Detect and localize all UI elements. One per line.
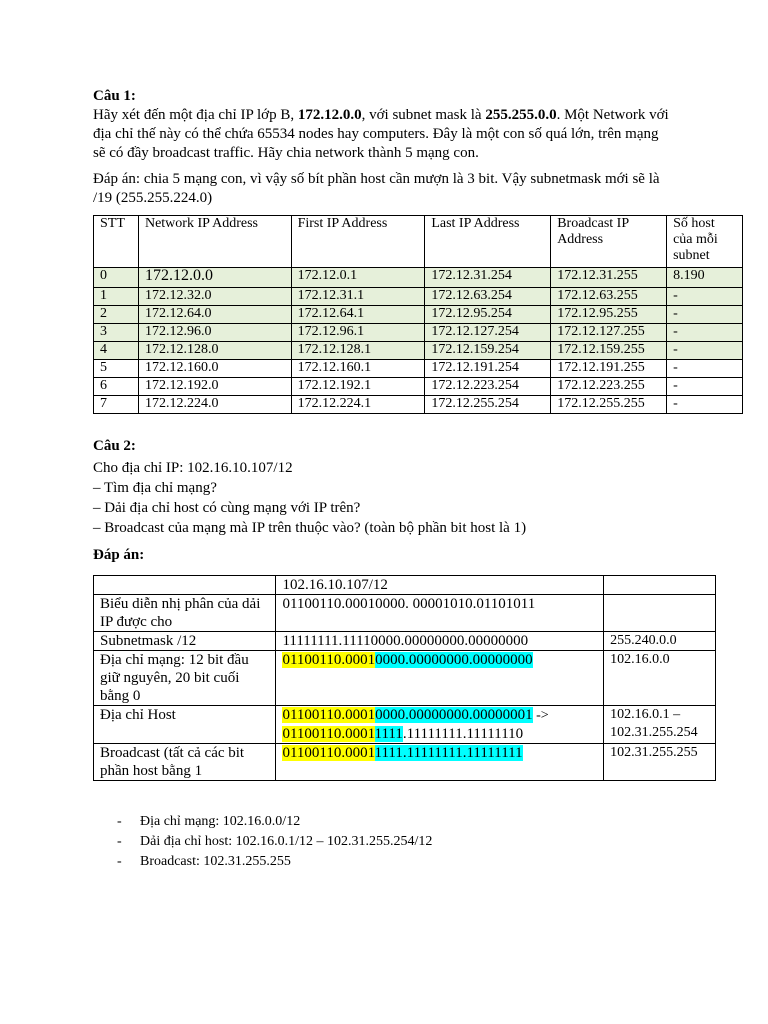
table-cell: 172.12.191.254 [425,360,551,378]
header-cell: Số host của mỗi subnet [667,216,743,268]
list-item [117,812,432,832]
table-cell: 102.31.255.255 [604,744,716,781]
table-cell: 172.12.224.0 [138,396,291,414]
table-row [94,306,743,324]
table-cell: 172.12.191.255 [551,360,667,378]
host-bits-highlight: .11111111.11111111 [402,745,523,761]
host-bits-highlight: 1111 [374,726,403,742]
table-cell: 01100110.00010000. 00001010.01101011 [276,595,604,632]
table-cell: - [667,324,743,342]
host-range-end: 102.31.255.254 [610,725,698,740]
table-row [94,324,743,342]
table-cell: 172.12.31.1 [291,288,425,306]
table-cell: 172.12.192.0 [138,378,291,396]
host-bits-highlight: 1111 [374,745,403,761]
table-cell: 1 [94,288,139,306]
table-cell: - [667,360,743,378]
table-cell: 0 [94,268,139,288]
table-cell: 172.12.159.254 [425,342,551,360]
table-cell: Địa chỉ Host [94,706,276,744]
table-cell: 102.16.10.107/12 [276,576,604,595]
table-cell: - [667,378,743,396]
table-cell [276,706,604,744]
table-row [94,744,716,781]
table-cell: 172.12.128.1 [291,342,425,360]
list-item [117,832,432,852]
table-cell: 172.12.32.0 [138,288,291,306]
table-row [94,396,743,414]
table-cell: Broadcast (tất cả các bit phần host bằng 1 [94,744,276,781]
question-2-prompt [93,458,673,538]
table-cell: 172.12.63.254 [425,288,551,306]
intro-part: . Một Network với địa chỉ thế này có thể chứa 65534 nodes hay computers. Đây là một con số quá lớn, trên mạng sẽ có đầy broadcast traffic. Hãy chia network thành 5 mạng con. [93,107,669,161]
table-cell [604,595,716,632]
arrow-text: -> [532,708,549,723]
list-item-text: Broadcast: 102.31.255.255 [140,854,291,869]
table-cell: 172.12.255.255 [551,396,667,414]
network-bits-highlight: 01100110.0001 [282,652,376,668]
question-2-title: Câu 2: [93,438,136,454]
table-cell: 172.12.127.254 [425,324,551,342]
host-bits-highlight: 0000.00000000.00000001 [375,707,533,723]
table-cell [276,744,604,781]
network-bits-highlight: 01100110.0001 [282,707,376,723]
table-cell: 172.12.255.254 [425,396,551,414]
intro-part: , với subnet mask là [361,107,486,123]
prompt-line: – Tìm địa chỉ mạng? [93,480,217,496]
prompt-line: Cho địa chỉ IP: 102.16.10.107/12 [93,460,293,476]
table-cell: Subnetmask /12 [94,632,276,651]
table-cell [94,576,276,595]
table-cell: 172.12.64.0 [138,306,291,324]
table-cell: 172.12.128.0 [138,342,291,360]
prompt-line: – Broadcast của mạng mà IP trên thuộc vào? (toàn bộ phần bit host là 1) [93,520,527,536]
question-1-answer: Đáp án: chia 5 mạng con, vì vậy số bít phần host cần mượn là 3 bit. Vậy subnetmask mới sẽ là /19 (255.255.224.0) [93,171,660,206]
summary-list [117,812,432,872]
bullet-marker: - [117,814,122,829]
table-cell: 172.12.96.0 [138,324,291,342]
header-cell: First IP Address [291,216,425,268]
header-cell: Last IP Address [425,216,551,268]
table-cell: 172.12.95.254 [425,306,551,324]
table-cell: 172.12.64.1 [291,306,425,324]
table-cell: 172.12.223.254 [425,378,551,396]
table-row [94,651,716,706]
table-cell: 4 [94,342,139,360]
header-cell: Network IP Address [138,216,291,268]
table-cell: 7 [94,396,139,414]
table-cell: 172.12.95.255 [551,306,667,324]
table-cell: - [667,342,743,360]
bullet-marker: - [117,834,122,849]
table-cell: 11111111.11110000.00000000.00000000 [276,632,604,651]
table-cell: 172.12.31.254 [425,268,551,288]
subnet-table [93,215,743,414]
list-item-text: Địa chỉ mạng: 102.16.0.0/12 [140,814,301,829]
table-cell: 172.12.63.255 [551,288,667,306]
network-bits-highlight: 01100110.0001 [282,726,375,742]
table-cell: 172.12.224.1 [291,396,425,414]
table-row [94,576,716,595]
table-row [94,342,743,360]
table-cell: 172.12.223.255 [551,378,667,396]
table-row [94,595,716,632]
table-cell: 3 [94,324,139,342]
table-cell: - [667,306,743,324]
question-1-title: Câu 1: [93,88,136,104]
table-row [94,706,716,744]
subnet-table-header [94,216,743,268]
table-cell [276,651,604,706]
table-cell: 5 [94,360,139,378]
table-row [94,360,743,378]
table-cell: 2 [94,306,139,324]
bullet-marker: - [117,854,122,869]
table-cell: - [667,288,743,306]
table-row [94,288,743,306]
table-row [94,268,743,288]
table-cell: 102.16.0.0 [604,651,716,706]
header-cell: Broadcast IP Address [551,216,667,268]
list-item [117,852,432,872]
header-cell: STT [94,216,139,268]
question-2-answer-label: Đáp án: [93,547,145,563]
table-cell: 172.12.96.1 [291,324,425,342]
intro-part: Hãy xét đến một địa chỉ IP lớp B, [93,107,298,123]
host-bits-text: .11111111.11111110 [402,726,524,742]
table-cell: 172.12.0.0 [138,268,291,288]
table-row [94,632,716,651]
intro-mask: 255.255.0.0 [485,107,557,123]
network-bits-highlight: 01100110.0001 [282,745,375,761]
table-cell: 255.240.0.0 [604,632,716,651]
table-cell: 172.12.127.255 [551,324,667,342]
prompt-line: – Dải địa chỉ host có cùng mạng với IP trên? [93,500,361,516]
table-cell [604,576,716,595]
table-cell: - [667,396,743,414]
table-cell: 172.12.192.1 [291,378,425,396]
table-cell: 172.12.159.255 [551,342,667,360]
table-cell: 6 [94,378,139,396]
host-bits-highlight: 0000.00000000.00000000 [375,652,533,668]
table-cell: Biểu diễn nhị phân của dải IP được cho [94,595,276,632]
table-row [94,378,743,396]
table-cell [604,706,716,744]
list-item-text: Dải địa chỉ host: 102.16.0.1/12 – 102.31.255.254/12 [140,834,433,849]
intro-ip: 172.12.0.0 [297,107,362,123]
binary-analysis-table [93,575,716,781]
table-cell: 172.12.31.255 [551,268,667,288]
table-cell: 172.12.160.1 [291,360,425,378]
host-range-start: 102.16.0.1 – [610,707,681,722]
table-cell: Địa chỉ mạng: 12 bit đầu giữ nguyên, 20 bit cuối bằng 0 [94,651,276,706]
table-cell: 172.12.160.0 [138,360,291,378]
table-cell: 8.190 [667,268,743,288]
table-cell: 172.12.0.1 [291,268,425,288]
question-1-intro [93,106,673,163]
